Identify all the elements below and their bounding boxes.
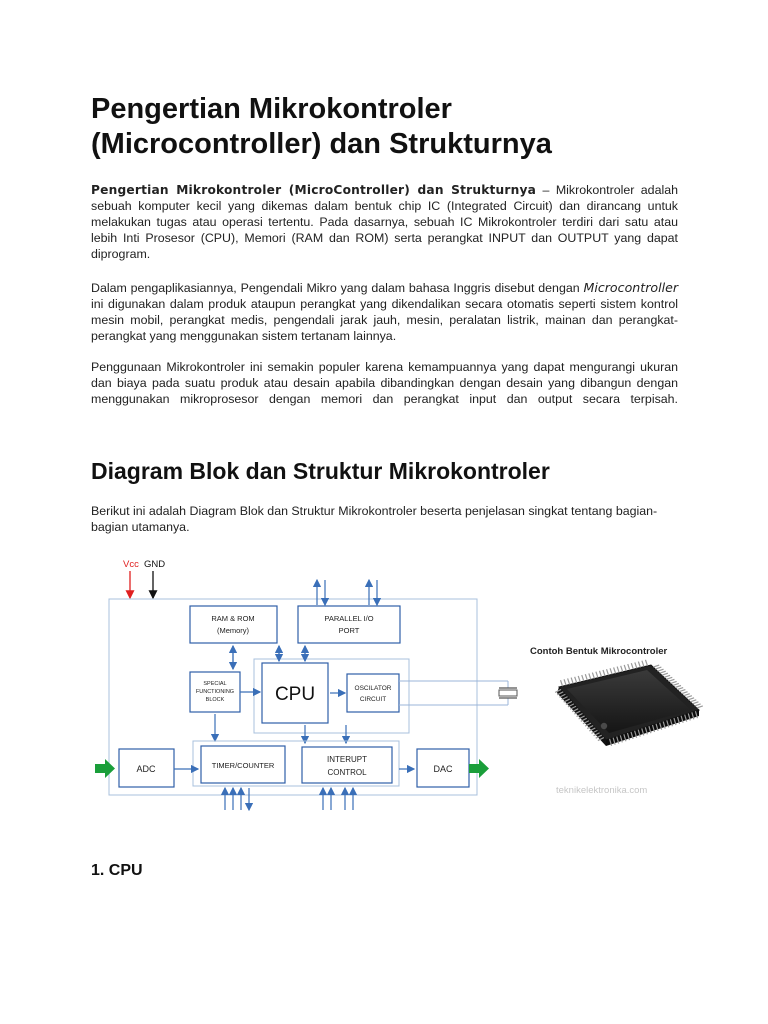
interupt-label-1: INTERUPT [327,755,367,764]
chip-pin [589,673,591,679]
special-label-1: SPECIAL [203,681,227,687]
adc-input-arrow [95,759,115,778]
chip-pin [662,673,668,675]
interupt-block [302,747,392,783]
chip-pin [664,675,670,677]
intro-text: – Mikrokontroler adalah sebuah komputer kecil yang dikemas dalam bentuk chip IC (Integrated Circuit) dan dirancang untuk melakukan tugas atau operasi tertentu. Pada dasarnya, sebuah IC Mikrokontroler terdiri dari satu atau lebih Inti Prosesor (CPU), Memori (RAM dan ROM) serta perangkat INPUT dan OUTPUT yang dapat diprogram. [91,183,679,261]
intro-lead: Pengertian Mikrokontroler (MicroController) dan Strukturnya [91,183,537,197]
interupt-label-2: CONTROL [327,768,367,777]
chip-pin [582,675,584,681]
chip-pin [561,680,563,686]
chip-pin [621,666,623,672]
chip-pin [571,678,573,684]
paragraph-usage: Penggunaan Mikrokontroler ini semakin populer karena kemampuannya yang dapat mengurangi ukuran dan biaya pada suatu produk atau desain apabila dibandingkan dengan desain yang dibangun dengan menggunakan mikroprosesor dengan memori dan perangkat input dan output secara terpisah. [91,360,678,406]
chip-pin [690,700,696,702]
adc-label: ADC [136,764,156,774]
chip-pin [568,678,570,684]
ram-rom-label-2: (Memory) [216,626,250,635]
timer-counter-label: TIMER/COUNTER [211,761,275,770]
chip-pin [607,669,609,675]
special-label-2: FUNCTIONING [195,689,235,695]
chip-pin [692,702,698,704]
ram-rom-block [190,606,277,643]
watermark: teknikelektronika.com [556,785,648,796]
chip-pin [564,679,566,685]
chip-pin [666,677,672,679]
special-label-3: BLOCK [205,697,225,703]
application-text-1: Dalam pengaplikasiannya, Pengendali Mikro yang dalam bahasa Inggris disebut dengan [91,281,584,295]
chip-pin [592,673,594,679]
vcc-label: Vcc [123,559,139,570]
chip-pin [677,688,683,690]
application-text-2: ini digunakan dalam produk ataupun perangkat yang dikendalikan secara otomatis seperti sistem kontrol mesin mobil, perangkat medis, pengendali jarak jauh, mesin, peralatan listrik, mainan dan perangkat-perangkat yang menggunakan sistem tertanam lainnya. [91,297,678,343]
paragraph-intro [91,182,678,262]
chip-pin [660,671,666,673]
chip-pin [610,668,612,674]
parallel-io-block [298,606,400,643]
chip-pin [671,681,677,683]
section-title: Diagram Blok dan Struktur Mikrokontroler [91,458,550,484]
block-diagram-figure [91,550,711,820]
chip-pin [642,661,644,667]
chip-pin [675,686,681,688]
chip-pin [668,679,674,681]
oscilator-block [347,674,399,712]
parallel-io-label-1: PARALLEL I/O [324,614,374,623]
block-diagram-svg [91,550,711,820]
chip-pin [653,665,659,667]
crystal-icon [499,690,517,696]
subsection-title: 1. CPU [91,862,143,879]
page-title: Pengertian Mikrokontroler (Microcontroller) dan Strukturnya [91,93,552,160]
parallel-io-label-2: PORT [338,626,360,635]
chip-pin [695,704,701,706]
chip-pin [575,677,577,683]
chip-pin [578,676,580,682]
gnd-label: GND [144,559,166,570]
chip-pin [599,671,601,677]
chip-pin [658,669,664,671]
chip-pin [645,660,647,666]
cpu-label: CPU [274,684,316,705]
oscilator-label-2: CIRCUIT [359,696,387,703]
chip-pin [682,692,688,694]
chip-pin [617,667,619,673]
chip-caption: Contoh Bentuk Mikrocontroler [530,646,668,657]
chip-pin [673,683,679,685]
chip-pin [628,664,630,670]
chip-pin [631,663,633,669]
chip-pin [624,665,626,671]
chip-pin [638,662,640,668]
chip-pin [684,694,690,696]
oscilator-label-1: OSCILATOR [354,685,392,692]
chip-pin [697,706,703,708]
chip-pin [688,698,694,700]
chip-pin [655,667,661,669]
dac-output-arrow [469,759,489,778]
chip-pin [686,696,692,698]
chip-pin [614,667,616,673]
chip-pin [585,674,587,680]
paragraph-application [91,280,678,344]
chip-pin [679,690,685,692]
dac-label: DAC [433,764,453,774]
chip-pin [635,662,637,668]
application-italic: Microcontroller [583,280,678,295]
chip-pin [603,670,605,676]
ram-rom-label-1: RAM & ROM [211,614,255,623]
paragraph-diagram-intro: Berikut ini adalah Diagram Blok dan Struktur Mikrokontroler beserta penjelasan singkat tentang bagian-bagian utamanya. [91,504,658,534]
chip-pin [596,672,598,678]
